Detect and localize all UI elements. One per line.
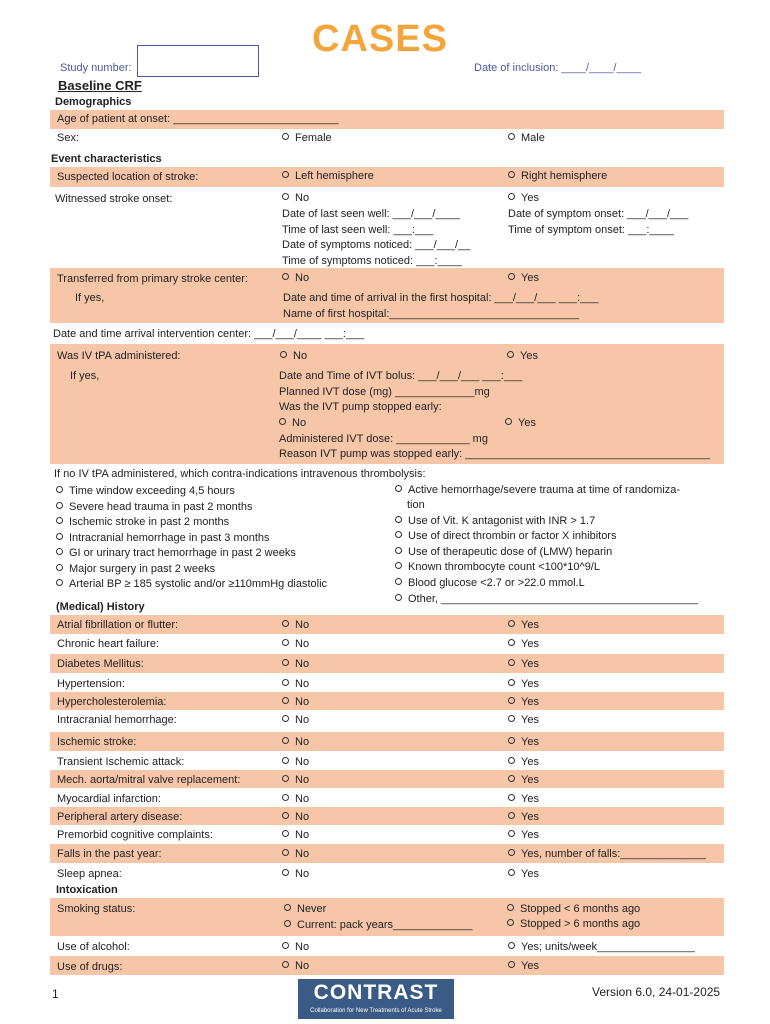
ivt-stopped-yes-option[interactable]: Yes <box>505 417 536 430</box>
history-yes-option[interactable]: Yes <box>508 868 539 881</box>
radio-icon <box>282 697 289 704</box>
smoking-label: Smoking status: <box>57 903 136 915</box>
radio-icon <box>282 961 289 968</box>
contra-right-item[interactable]: Use of therapeutic dose of (LMW) heparin <box>395 546 612 559</box>
history-yes-option[interactable]: Yes <box>508 696 539 709</box>
history-label: Premorbid cognitive complaints: <box>57 829 213 841</box>
contra-left-item[interactable]: Major surgery in past 2 weeks <box>56 563 215 576</box>
contra-left-item[interactable]: Time window exceeding 4,5 hours <box>56 485 235 498</box>
transferred-label: Transferred from primary stroke center: <box>57 273 248 285</box>
radio-icon <box>282 757 289 764</box>
onset-time-field[interactable]: Time of symptom onset: ___:____ <box>508 224 674 236</box>
radio-icon <box>508 171 515 178</box>
history-no-option[interactable]: No <box>282 678 309 691</box>
radio-icon <box>508 794 515 801</box>
radio-icon <box>282 620 289 627</box>
history-yes-option[interactable]: Yes <box>508 658 539 671</box>
radio-icon <box>395 531 402 538</box>
drugs-label: Use of drugs: <box>57 961 123 973</box>
alcohol-yes-option[interactable]: Yes; units/week________________ <box>508 941 695 954</box>
radio-icon <box>505 418 512 425</box>
radio-icon <box>282 812 289 819</box>
radio-icon <box>508 659 515 666</box>
radio-icon <box>508 639 515 646</box>
contrast-logo-text: CONTRAST <box>313 981 439 1004</box>
ivt-stopped-no-option[interactable]: No <box>279 417 306 430</box>
contrast-logo <box>298 979 454 1019</box>
contrast-logo-subtitle: Collaboration for New Treatments of Acute Stroke <box>310 1008 442 1014</box>
intox-title: Intoxication <box>56 884 118 896</box>
study-number-input[interactable] <box>137 45 259 77</box>
radio-icon <box>508 775 515 782</box>
history-yes-option[interactable]: Yes, number of falls:______________ <box>508 848 706 861</box>
history-no-option[interactable]: No <box>282 756 309 769</box>
arrival-first-field[interactable]: Date and time of arrival in the first hospital: ___/___/___ ___:___ <box>283 292 599 304</box>
sex-label: Sex: <box>57 132 80 144</box>
radio-icon <box>508 273 515 280</box>
radio-icon <box>508 961 515 968</box>
radio-icon <box>508 620 515 627</box>
sex-male-option[interactable]: Male <box>508 132 545 145</box>
radio-icon <box>507 351 514 358</box>
history-yes-option[interactable]: Yes <box>508 678 539 691</box>
history-yes-option[interactable]: Yes <box>508 793 539 806</box>
ivt-reason-field[interactable]: Reason IVT pump was stopped early: ________________________________________ <box>279 448 710 460</box>
radio-icon <box>508 715 515 722</box>
history-label: Chronic heart failure: <box>57 638 160 650</box>
history-yes-option[interactable]: Yes <box>508 619 539 632</box>
history-yes-option[interactable]: Yes <box>508 811 539 824</box>
radio-icon <box>56 548 63 555</box>
smoking-never-option[interactable]: Never <box>284 903 326 916</box>
contra-left-item[interactable]: Severe head trauma in past 2 months <box>56 501 252 514</box>
radio-icon <box>395 594 402 601</box>
radio-icon <box>282 639 289 646</box>
history-no-option[interactable]: No <box>282 619 309 632</box>
history-no-option[interactable]: No <box>282 868 309 881</box>
name-first-field[interactable]: Name of first hospital:_______________________________ <box>283 308 580 320</box>
location-label: Suspected location of stroke: <box>57 171 199 183</box>
history-no-option[interactable]: No <box>282 714 309 727</box>
contra-right-item[interactable]: Other, __________________________________________ <box>395 593 698 606</box>
radio-icon <box>282 794 289 801</box>
history-no-option[interactable]: No <box>282 736 309 749</box>
radio-icon <box>282 133 289 140</box>
history-yes-option[interactable]: Yes <box>508 756 539 769</box>
radio-icon <box>56 564 63 571</box>
noticed-time-field[interactable]: Time of symptoms noticed: ___:____ <box>282 255 462 267</box>
radio-icon <box>508 737 515 744</box>
radio-icon <box>395 485 402 492</box>
history-no-option[interactable]: No <box>282 696 309 709</box>
ivt-yes-option[interactable]: Yes <box>507 350 538 363</box>
ivt-stopped-label: Was the IVT pump stopped early: <box>279 401 442 413</box>
smoking-stopped-lt-option[interactable]: Stopped < 6 months ago <box>507 903 640 916</box>
history-yes-option[interactable]: Yes <box>508 736 539 749</box>
radio-icon <box>282 849 289 856</box>
form-title: Baseline CRF <box>58 78 142 93</box>
drugs-row <box>50 956 724 975</box>
ivt-if-yes: If yes, <box>70 370 100 382</box>
radio-icon <box>508 812 515 819</box>
history-no-option[interactable]: No <box>282 774 309 787</box>
radio-icon <box>508 849 515 856</box>
transferred-if-yes: If yes, <box>75 292 105 304</box>
history-label: Diabetes Mellitus: <box>57 658 144 670</box>
history-label: Peripheral artery disease: <box>57 811 183 823</box>
history-no-option[interactable]: No <box>282 848 309 861</box>
radio-icon <box>282 679 289 686</box>
radio-icon <box>56 517 63 524</box>
radio-icon <box>282 830 289 837</box>
contra-left-item[interactable]: Arterial BP ≥ 185 systolic and/or ≥110mmHg diastolic <box>56 578 327 591</box>
radio-icon <box>508 697 515 704</box>
history-label: Atrial fibrillation or flutter: <box>57 619 179 631</box>
study-number-label: Study number: <box>60 62 132 74</box>
radio-icon <box>395 547 402 554</box>
arrival-intervention-field[interactable]: Date and time arrival intervention center: ___/___/____ ___:___ <box>53 328 365 340</box>
radio-icon <box>282 942 289 949</box>
noticed-date-field[interactable]: Date of symptoms noticed: ___/___/__ <box>282 239 471 251</box>
radio-icon <box>282 869 289 876</box>
radio-icon <box>282 775 289 782</box>
last-seen-date-field[interactable]: Date of last seen well: ___/___/____ <box>282 208 460 220</box>
radio-icon <box>282 193 289 200</box>
history-label: Intracranial hemorrhage: <box>57 714 177 726</box>
history-band <box>50 654 724 673</box>
witnessed-no-option[interactable]: No <box>282 192 309 205</box>
history-label: Sleep apnea: <box>57 868 122 880</box>
ivt-no-option[interactable]: No <box>280 350 307 363</box>
witnessed-yes-option[interactable]: Yes <box>508 192 539 205</box>
history-no-option[interactable]: No <box>282 811 309 824</box>
cases-logo: CASES <box>312 18 448 60</box>
location-right-option[interactable]: Right hemisphere <box>508 170 607 183</box>
version-text: Version 6.0, 24-01-2025 <box>592 985 721 999</box>
sex-female-option[interactable]: Female <box>282 132 332 145</box>
history-no-option[interactable]: No <box>282 793 309 806</box>
radio-icon <box>56 533 63 540</box>
transferred-no-option[interactable]: No <box>282 272 309 285</box>
history-no-option[interactable]: No <box>282 829 309 842</box>
history-no-option[interactable]: No <box>282 638 309 651</box>
alcohol-label: Use of alcohol: <box>57 941 130 953</box>
history-yes-option[interactable]: Yes <box>508 774 539 787</box>
smoking-current-option[interactable]: Current: pack years_____________ <box>284 919 473 932</box>
event-title: Event characteristics <box>51 153 162 165</box>
contra-left-item[interactable]: Intracranial hemorrhage in past 3 months <box>56 532 270 545</box>
radio-icon <box>282 659 289 666</box>
ivt-planned-field[interactable]: Planned IVT dose (mg) _____________mg <box>279 386 490 398</box>
ivt-bolus-field[interactable]: Date and Time of IVT bolus: ___/___/___ ___:___ <box>279 370 523 382</box>
radio-icon <box>284 904 291 911</box>
radio-icon <box>279 418 286 425</box>
radio-icon <box>282 715 289 722</box>
ivt-administered-field[interactable]: Administered IVT dose: ____________ mg <box>279 433 488 445</box>
radio-icon <box>56 579 63 586</box>
last-seen-time-field[interactable]: Time of last seen well: ___:___ <box>282 224 434 236</box>
radio-icon <box>280 351 287 358</box>
radio-icon <box>508 830 515 837</box>
radio-icon <box>56 502 63 509</box>
onset-date-field[interactable]: Date of symptom onset: ___/___/___ <box>508 208 689 220</box>
contra-left-item[interactable]: Ischemic stroke in past 2 months <box>56 516 229 529</box>
radio-icon <box>508 869 515 876</box>
history-label: Hypertension: <box>57 678 125 690</box>
history-label: Falls in the past year: <box>57 848 162 860</box>
history-label: Ischemic stroke: <box>57 736 137 748</box>
radio-icon <box>282 737 289 744</box>
radio-icon <box>395 562 402 569</box>
witnessed-label: Witnessed stroke onset: <box>55 193 173 205</box>
radio-icon <box>508 679 515 686</box>
history-title: (Medical) History <box>56 601 145 613</box>
history-no-option[interactable]: No <box>282 658 309 671</box>
history-label: Myocardial infarction: <box>57 793 161 805</box>
age-label[interactable]: Age of patient at onset: ___________________________ <box>57 113 339 125</box>
contra-right-item[interactable]: Active hemorrhage/severe trauma at time of randomiza- <box>395 484 680 497</box>
radio-icon <box>507 919 514 926</box>
alcohol-no-option[interactable]: No <box>282 941 309 954</box>
transferred-yes-option[interactable]: Yes <box>508 272 539 285</box>
drugs-no-option[interactable]: No <box>282 960 309 973</box>
ivt-label: Was IV tPA administered: <box>57 350 181 362</box>
location-left-option[interactable]: Left hemisphere <box>282 170 374 183</box>
contra-right-item[interactable]: Known thrombocyte count <100*10^9/L <box>395 561 600 574</box>
smoking-stopped-gt-option[interactable]: Stopped > 6 months ago <box>507 918 640 931</box>
radio-icon <box>508 193 515 200</box>
history-band <box>50 732 724 751</box>
history-yes-option[interactable]: Yes <box>508 829 539 842</box>
demographics-title: Demographics <box>55 96 132 108</box>
radio-icon <box>282 273 289 280</box>
contra-right-item[interactable]: Use of direct thrombin or factor X inhibitors <box>395 530 616 543</box>
contra-right-item[interactable]: Use of Vit. K antagonist with INR > 1.7 <box>395 515 595 528</box>
history-yes-option[interactable]: Yes <box>508 714 539 727</box>
contra-title: If no IV tPA administered, which contra-indications intravenous thrombolysis: <box>54 468 426 480</box>
contra-right-item[interactable]: Blood glucose <2.7 or >22.0 mmol.L <box>395 577 585 590</box>
radio-icon <box>284 920 291 927</box>
radio-icon <box>395 578 402 585</box>
contra-right-item-cont: tion <box>407 499 425 511</box>
drugs-yes-option[interactable]: Yes <box>508 960 539 973</box>
radio-icon <box>56 486 63 493</box>
page-number: 1 <box>52 987 59 1001</box>
radio-icon <box>508 942 515 949</box>
radio-icon <box>395 516 402 523</box>
radio-icon <box>282 171 289 178</box>
radio-icon <box>508 133 515 140</box>
radio-icon <box>508 757 515 764</box>
history-label: Transient Ischemic attack: <box>57 756 185 768</box>
history-label: Mech. aorta/mitral valve replacement: <box>57 774 241 786</box>
contra-left-item[interactable]: GI or urinary tract hemorrhage in past 2 weeks <box>56 547 296 560</box>
history-label: Hypercholesterolemia: <box>57 696 167 708</box>
radio-icon <box>507 904 514 911</box>
history-yes-option[interactable]: Yes <box>508 638 539 651</box>
date-inclusion-label: Date of inclusion: ____/____/____ <box>474 62 641 74</box>
